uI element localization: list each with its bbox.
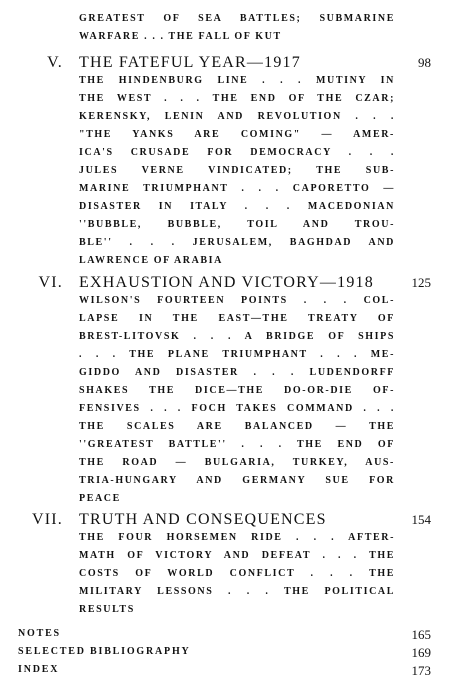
chapter-vii-description <box>79 529 395 619</box>
description-line: THE HINDENBURG LINE . . . MUTINY IN <box>79 75 395 86</box>
description-line: GREATEST OF SEA BATTLES; SUBMARINE <box>79 13 395 24</box>
chapter-page-number: 154 <box>411 512 431 527</box>
description-line: MARINE TRIUMPHANT . . . CAPORETTO — <box>79 183 395 194</box>
description-line: SHAKES THE DICE—THE DO-OR-DIE OF- <box>79 385 395 396</box>
description-line: "THE YANKS ARE COMING" — AMER- <box>79 129 395 140</box>
description-line: THE WEST . . . THE END OF THE CZAR; <box>79 93 395 104</box>
back-matter-label: SELECTED BIBLIOGRAPHY <box>18 646 191 657</box>
chapter-v-description <box>79 72 395 270</box>
description-line: DISASTER IN ITALY . . . MACEDONIAN <box>79 201 395 212</box>
description-line: WARFARE . . . THE FALL OF KUT <box>79 31 282 42</box>
description-line: COSTS OF WORLD CONFLICT . . . THE <box>79 568 395 579</box>
back-matter-page-number: 165 <box>411 627 431 642</box>
description-line: FENSIVES . . . FOCH TAKES COMMAND . . . <box>79 403 395 414</box>
back-matter-index <box>18 664 431 682</box>
description-line: ''GREATEST BATTLE'' . . . THE END OF <box>79 439 395 450</box>
description-line: BLE'' . . . JERUSALEM, BAGHDAD AND <box>79 237 395 248</box>
description-line: RESULTS <box>79 604 135 615</box>
chapter-numeral: VI. <box>38 274 63 291</box>
description-line: MILITARY LESSONS . . . THE POLITICAL <box>79 586 395 597</box>
description-line: MATH OF VICTORY AND DEFEAT . . . THE <box>79 550 395 561</box>
description-line: LAPSE IN THE EAST—THE TREATY OF <box>79 313 395 324</box>
description-line: WILSON'S FOURTEEN POINTS . . . COL- <box>79 295 395 306</box>
description-line: GIDDO AND DISASTER . . . LUDENDORFF <box>79 367 395 378</box>
description-line: LAWRENCE OF ARABIA <box>79 255 224 266</box>
description-line: THE ROAD — BULGARIA, TURKEY, AUS- <box>79 457 395 468</box>
chapter-title: THE FATEFUL YEAR—1917 <box>79 54 301 71</box>
chapter-numeral: V. <box>47 54 63 71</box>
chapter-page-number: 98 <box>418 55 431 70</box>
chapter-continuation-description <box>79 10 395 46</box>
back-matter-page-number: 173 <box>411 663 431 678</box>
description-line: JULES VERNE VINDICATED; THE SUB- <box>79 165 395 176</box>
description-line: THE FOUR HORSEMEN RIDE . . . AFTER- <box>79 532 395 543</box>
description-line: THE SCALES ARE BALANCED — THE <box>79 421 395 432</box>
chapter-title: TRUTH AND CONSEQUENCES <box>79 511 327 528</box>
description-line: ICA'S CRUSADE FOR DEMOCRACY . . . <box>79 147 395 158</box>
description-line: PEACE <box>79 493 121 504</box>
back-matter-bibliography <box>18 646 431 664</box>
chapter-numeral: VII. <box>31 511 63 528</box>
description-line: ''BUBBLE, BUBBLE, TOIL AND TROU- <box>79 219 395 230</box>
back-matter-page-number: 169 <box>411 645 431 660</box>
back-matter-label: NOTES <box>18 628 61 639</box>
description-line: . . . THE PLANE TRIUMPHANT . . . ME- <box>79 349 395 360</box>
chapter-page-number: 125 <box>411 275 431 290</box>
description-line: KERENSKY, LENIN AND REVOLUTION . . . <box>79 111 395 122</box>
back-matter-notes <box>18 628 431 646</box>
chapter-title: EXHAUSTION AND VICTORY—1918 <box>79 274 374 291</box>
back-matter-label: INDEX <box>18 664 60 675</box>
chapter-vi-description <box>79 292 395 508</box>
description-line: TRIA-HUNGARY AND GERMANY SUE FOR <box>79 475 395 486</box>
description-line: BREST-LITOVSK . . . A BRIDGE OF SHIPS <box>79 331 395 342</box>
